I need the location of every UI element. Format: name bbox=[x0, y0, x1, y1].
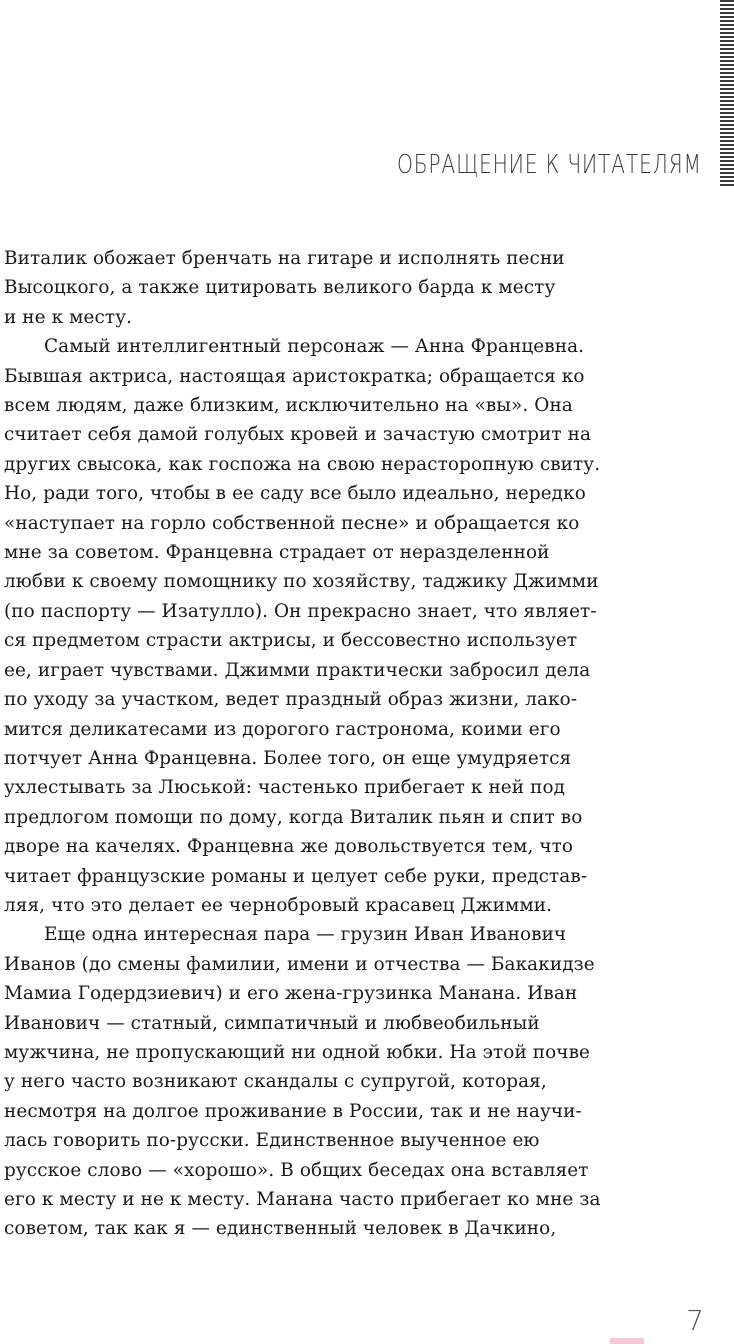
text-line: мне за советом. Францевна страдает от неразделенной bbox=[4, 542, 550, 564]
text-line: ся предметом страсти актрисы, и бессовестно использует bbox=[4, 630, 578, 652]
text-line: других свысока, как госпожа на свою нерасторопную свиту. bbox=[4, 453, 601, 475]
text-line: всем людям, даже близким, исключительно на «вы». Она bbox=[4, 395, 573, 417]
text-line: Самый интеллигентный персонаж — Анна Францевна. bbox=[44, 336, 585, 358]
text-line: потчует Анна Францевна. Более того, он еще умудряется bbox=[4, 747, 572, 769]
text-line: по уходу за участком, ведет праздный образ жизни, лако- bbox=[4, 689, 578, 711]
text-line: ее, играет чувствами. Джимми практически забросил дела bbox=[4, 659, 591, 681]
text-line: Иванович — статный, симпатичный и любвеобильный bbox=[4, 1012, 540, 1034]
text-line: считает себя дамой голубых кровей и зачастую смотрит на bbox=[4, 424, 592, 446]
running-header: ОБРАЩЕНИЕ К ЧИТАТЕЛЯМ bbox=[397, 150, 702, 180]
text-line: предлогом помощи по дому, когда Виталик пьян и спит во bbox=[4, 806, 583, 828]
page-edge-thumb-mark bbox=[720, 0, 734, 188]
text-line: (по паспорту — Изатулло). Он прекрасно знает, что являет- bbox=[4, 600, 597, 622]
text-line: Но, ради того, чтобы в ее саду все было идеально, нередко bbox=[4, 483, 586, 505]
text-line: Еще одна интересная пара — грузин Иван Иванович bbox=[44, 924, 567, 946]
text-line: русское слово — «хорошо». В общих беседах она вставляет bbox=[4, 1159, 589, 1181]
page-number: 7 bbox=[686, 1304, 704, 1337]
paragraph bbox=[4, 332, 644, 920]
paragraph bbox=[4, 244, 644, 332]
text-line: мится деликатесами из дорогого гастронома, коими его bbox=[4, 718, 561, 740]
text-line: у него часто возникают скандалы с супругой, которая, bbox=[4, 1071, 547, 1093]
text-line: читает французские романы и целует себе руки, представ- bbox=[4, 865, 588, 887]
text-line: советом, так как я — единственный человек в Дачкино, bbox=[4, 1218, 557, 1240]
text-line: и не к месту. bbox=[4, 306, 133, 328]
text-line: Мамиа Годердзиевич) и его жена-грузинка Манана. Иван bbox=[4, 983, 578, 1005]
text-line: Высоцкого, а также цитировать великого барда к месту bbox=[4, 277, 556, 299]
text-line: ухлестывать за Люськой: частенько прибегает к ней под bbox=[4, 777, 566, 799]
body-text bbox=[4, 244, 644, 1244]
text-line: лась говорить по-русски. Единственное выученное ею bbox=[4, 1130, 540, 1152]
text-line: ляя, что это делает ее чернобровый красавец Джимми. bbox=[4, 894, 553, 916]
paragraph bbox=[4, 920, 644, 1243]
text-line: его к месту и не к месту. Манана часто прибегает ко мне за bbox=[4, 1189, 601, 1210]
text-line: Бывшая актриса, настоящая аристократка; обращается ко bbox=[4, 365, 585, 387]
text-line: дворе на качелях. Францевна же довольствуется тем, что bbox=[4, 836, 574, 858]
text-line: мужчина, не пропускающий ни одной юбки. На этой почве bbox=[4, 1041, 591, 1063]
text-line: любви к своему помощнику по хозяйству, таджику Джимми bbox=[4, 571, 599, 593]
text-line: «наступает на горло собственной песне» и обращается ко bbox=[4, 512, 580, 534]
footer-accent-mark bbox=[610, 1338, 644, 1344]
text-line: Иванов (до смены фамилии, имени и отчества — Бакакидзе bbox=[4, 953, 595, 975]
text-line: Виталик обожает бренчать на гитаре и исполнять песни bbox=[4, 248, 565, 269]
text-line: несмотря на долгое проживание в России, так и не научи- bbox=[4, 1100, 582, 1122]
